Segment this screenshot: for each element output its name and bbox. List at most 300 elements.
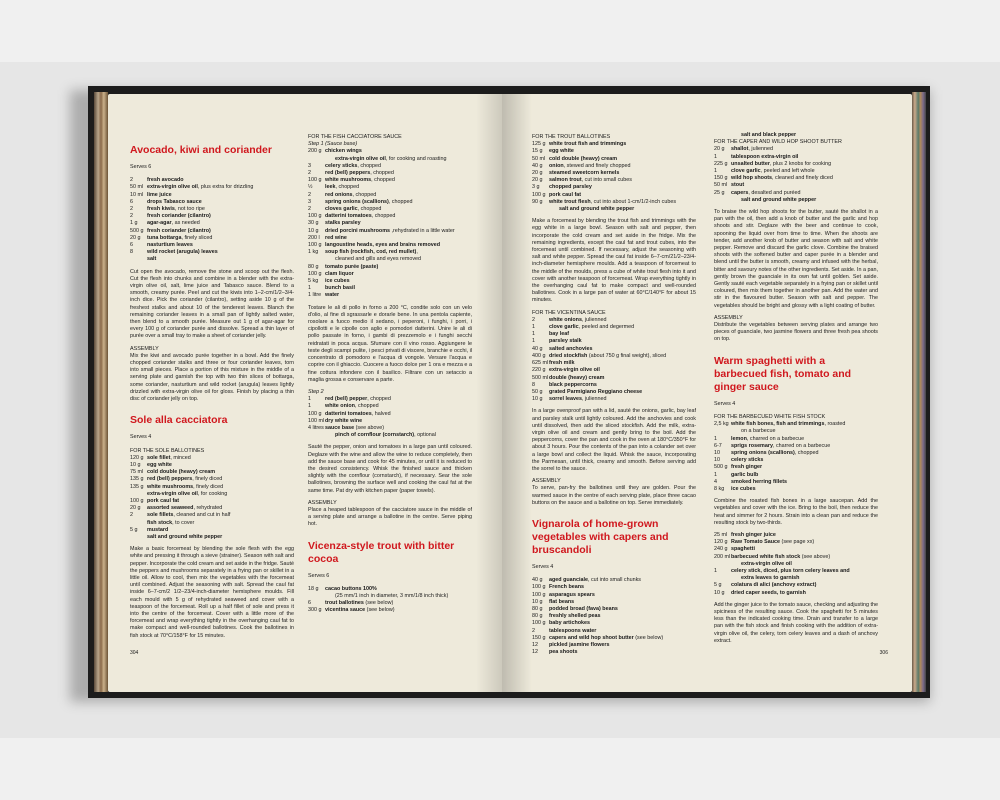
ingredient-quantity: 25 g <box>714 189 725 196</box>
ingredient-quantity: 1 <box>714 435 717 442</box>
ingredients-caper-butter <box>714 146 878 204</box>
ingredient-text: freshly shelled peas <box>549 613 601 620</box>
ingredient-row <box>308 432 472 439</box>
ingredient-quantity: 40 g <box>532 577 543 584</box>
ingredient-quantity: 1 <box>714 471 717 478</box>
ingredient-row <box>532 177 696 184</box>
ingredient-quantity: 100 g <box>308 270 322 277</box>
ingredient-quantity: 20 g <box>532 170 543 177</box>
ingredient-quantity: 50 ml <box>532 155 546 162</box>
section-vicentina-sauce: FOR THE VICENTINA SAUCE <box>532 309 606 316</box>
ingredient-row <box>714 582 878 589</box>
ingredient-quantity: 2 <box>308 206 311 213</box>
ingredient-row <box>714 428 878 435</box>
ingredient-quantity: 18 g <box>308 585 319 592</box>
ingredient-quantity: 5 g <box>714 582 722 589</box>
serves-sole: Serves 4 <box>130 434 152 441</box>
ingredient-row <box>130 220 294 227</box>
ingredient-text: Raw Tomato Sauce (see page xx) <box>731 539 815 546</box>
ingredient-quantity: 10 g <box>130 461 141 468</box>
ingredient-quantity: 50 ml <box>130 184 144 191</box>
serves-spaghetti: Serves 4 <box>714 400 736 407</box>
ingredient-row <box>714 421 878 428</box>
ingredient-quantity: 25 ml <box>714 531 728 538</box>
ingredient-quantity <box>130 520 147 527</box>
ingredient-text: pork caul fat <box>147 497 180 504</box>
ingredient-text: white onions, julienned <box>549 316 607 323</box>
ingredient-quantity: 500 ml <box>532 374 549 381</box>
ingredient-row <box>308 411 472 418</box>
ingredient-row <box>308 586 472 593</box>
ingredient-text: soup fish (rockfish, cod, red mullet), <box>325 249 418 256</box>
ingredient-quantity: 90 g <box>532 198 543 205</box>
ingredient-row <box>308 156 472 163</box>
ingredient-text: mustard <box>147 526 169 533</box>
ingredient-row <box>714 168 878 175</box>
ingredient-quantity: 1 <box>308 285 311 292</box>
ingredient-text: sauce base (see above) <box>325 424 385 431</box>
ingredient-text: cold double (heavy) cream <box>549 155 618 162</box>
ingredient-text: colatura di alici (anchovy extract) <box>731 582 817 589</box>
ingredient-quantity: 5 g <box>130 526 138 533</box>
ingredient-row <box>532 163 696 170</box>
ingredient-row <box>308 292 472 299</box>
serves-vicenza: Serves 6 <box>308 572 330 579</box>
ingredient-row <box>308 418 472 425</box>
ingredient-quantity: 1 <box>308 403 311 410</box>
assembly-sole: Place a heaped tablespoon of the cacciatore sauce in the middle of a serving plate and arrange a ballotine in the centre. Serve piping hot. <box>308 506 472 528</box>
ingredient-text: (25 mm/1 inch in diameter, 3 mm/1/8 inch thick) <box>335 592 449 599</box>
ingredient-quantity: 100 g <box>308 410 322 417</box>
ingredient-quantity: 10 g <box>532 598 543 605</box>
ingredient-text: celery sticks, chopped <box>325 162 382 169</box>
ingredient-quantity: 10 <box>714 457 720 464</box>
ingredient-row <box>714 436 878 443</box>
ingredient-text: tuna bottarga, finely sliced <box>147 234 213 241</box>
ingredient-quantity: 1 g <box>130 220 138 227</box>
ingredient-row <box>308 249 472 256</box>
ingredient-text: salt and ground white pepper <box>741 196 817 203</box>
ingredient-quantity: 100 g <box>308 213 322 220</box>
ingredient-text: celery stick, diced, plus torn celery leaves and <box>731 567 850 574</box>
ingredient-text: shallot, julienned <box>731 146 773 153</box>
ingredient-text: salmon trout, cut into small cubes <box>549 177 632 184</box>
ingredient-text: dried porcini mushrooms ,rehydrated in a little water <box>325 227 455 234</box>
ingredient-text: assorted seaweed, rehydrated <box>147 505 223 512</box>
ingredient-row <box>532 375 696 382</box>
ingredient-text: extra-virgin olive oil, for cooking and roasting <box>335 155 447 162</box>
ingredient-text: double (heavy) cream <box>549 374 605 381</box>
ingredient-text: bay leaf <box>549 331 570 338</box>
ingredient-text: egg white <box>549 148 574 155</box>
ingredient-row <box>532 184 696 191</box>
ingredient-quantity: 135 g <box>130 476 144 483</box>
ingredient-quantity: 12 <box>532 641 538 648</box>
ingredient-text: fresh avocado <box>147 177 184 184</box>
right-page-column-2 <box>714 132 878 650</box>
ingredient-text: sorrel leaves, julienned <box>549 396 607 403</box>
ingredient-text: salted anchovies <box>549 345 593 352</box>
method-trout: Make a forcemeat by blending the trout fish and trimmings with the egg white in a large bowl. Season with salt and pepper, then incorporate the cold cream and set aside in the fridge. Mix the remaining ingredients, except the caul fat and trout cubes, into the forcemeat until combined. If necessary, adjust the seasoning with salt and white pepper. Spread the caul fat inside 6–7-cm/21/2–23/4-inch-diameter hemisphere moulds. Add a teaspoon of forcemeat to the middle of the moulds, press a cube of white trout flesh into it and cover with another teaspoon of forcemeat. Wrap everything tightly in the overhanging caul fat to make compact and well-rounded ballotines. Cook in a large pan of water at 60°C/140°F for about 15 minutes. <box>532 218 696 304</box>
ingredient-row <box>532 606 696 613</box>
recipe-title-avocado: Avocado, kiwi and coriander <box>130 144 272 156</box>
ingredient-quantity: 150 g <box>714 175 728 182</box>
ingredient-quantity: 240 g <box>714 546 728 553</box>
ingredient-quantity: 3 g <box>532 184 540 191</box>
ingredient-quantity: 40 g <box>532 162 543 169</box>
ingredient-quantity: 500 g <box>714 464 728 471</box>
ingredient-quantity <box>130 534 147 541</box>
ingredient-text: steamed sweetcorn kernels <box>549 170 620 177</box>
recipe-title-sole: Sole alla cacciatora <box>130 414 228 427</box>
ingredient-row <box>130 249 294 256</box>
left-page-column-2 <box>308 134 472 615</box>
ingredient-row <box>130 462 294 469</box>
ingredient-quantity: 80 g <box>532 605 543 612</box>
ingredient-row <box>532 649 696 656</box>
ingredients-cacciatore-2 <box>308 396 472 439</box>
ingredient-quantity: 2,5 kg <box>714 421 729 428</box>
ingredient-text: grated Parmigiano Reggiano cheese <box>549 388 643 395</box>
method-cacciatore: Sauté the pepper, onion and tomatoes in a large pan until coloured. Deglaze with the wine and allow the wine to reduce completely, then add the sauce base and cook for 45 minutes, or until it is reduced to the desired consistency. Whisk the finished sauce and thicken slightly with the cornflour (cornstarch), if necessary. Sear the sole ballotines, browning the surface well and cooking the caul fat at the same time. Pat dry with kitchen paper (paper towels). <box>308 444 472 494</box>
ingredient-quantity: 6 <box>130 198 133 205</box>
ingredient-text: fresh ginger juice <box>731 531 776 538</box>
step-1-label: Step 1 (Sauce base) <box>308 141 358 148</box>
ingredient-quantity: 100 g <box>532 191 546 198</box>
ingredient-row <box>532 199 696 206</box>
ingredient-row <box>308 242 472 249</box>
ingredient-quantity: 1 <box>714 153 717 160</box>
ingredient-text: trout ballotines (see below) <box>325 600 394 607</box>
ingredient-text: garlic bulb <box>731 471 759 478</box>
ingredient-text: tomato purée (paste) <box>325 263 379 270</box>
ingredient-text: cleaned and gills and eyes removed <box>335 256 422 263</box>
ingredient-quantity: 500 g <box>130 227 144 234</box>
ingredient-text: ice cubes <box>325 278 350 285</box>
page-number-left: 304 <box>130 650 139 656</box>
ingredient-quantity: 200 ml <box>714 553 731 560</box>
ingredient-row <box>130 505 294 512</box>
ingredient-row <box>714 146 878 153</box>
ingredient-row <box>532 206 696 213</box>
ingredient-text: white mushrooms, finely diced <box>147 483 224 490</box>
ingredient-quantity: 300 g <box>308 607 322 614</box>
ingredient-quantity <box>308 256 325 263</box>
ingredient-row <box>714 443 878 450</box>
ingredient-quantity: 15 g <box>532 148 543 155</box>
ingredient-text: red (bell) pepper, chopped <box>325 396 391 403</box>
ingredient-row <box>532 628 696 635</box>
ingredient-quantity: 100 g <box>308 242 322 249</box>
ingredient-quantity: 100 g <box>532 584 546 591</box>
ingredient-quantity: 3 <box>308 162 311 169</box>
ingredient-text: ice cubes <box>731 485 756 492</box>
ingredient-row <box>532 613 696 620</box>
ingredient-quantity: 20 g <box>130 505 141 512</box>
ingredient-row <box>714 161 878 168</box>
assembly-label-vicenza: ASSEMBLY <box>532 478 561 485</box>
ingredient-row <box>308 235 472 242</box>
right-page <box>502 94 912 692</box>
ingredient-quantity: 125 g <box>532 141 546 148</box>
ingredient-row <box>532 592 696 599</box>
ingredient-text: dry white wine <box>325 417 363 424</box>
ingredient-text: wild rocket (arugula) leaves <box>147 249 218 256</box>
ingredient-quantity <box>532 206 549 213</box>
ingredient-text: clove garlic, peeled and degermed <box>549 324 635 331</box>
ingredient-text: extra-virgin olive oil, plus extra for drizzling <box>147 184 254 191</box>
ingredient-row <box>714 479 878 486</box>
ingredient-quantity: 2 <box>532 627 535 634</box>
ingredient-quantity: 6 <box>308 600 311 607</box>
ingredient-text: vicentina sauce (see below) <box>325 607 395 614</box>
ingredient-row <box>130 192 294 199</box>
ingredient-quantity <box>308 432 325 439</box>
ingredient-text: sprigs rosemary, charred on a barbecue <box>731 442 831 449</box>
ingredient-row <box>308 403 472 410</box>
ingredient-quantity: 100 ml <box>308 417 325 424</box>
method-vignarola: To braise the wild hop shoots for the butter, sauté the shallot in a pan with the oil, then add a knob of butter and the garlic and hop shoots and stir. Deglaze with the beer and continue to cook, spooning the liquid over from time to time. When the shoots are tender, add another knob of butter and season with salt and white pepper. Remove and discard the garlic clove. Combine the braised shoots with the softened butter and caper purée in a blender and blend until the butter is smooth, creamy and infused with the herbal, bitter and savoury notes of the other ingredients. Set aside. In a pan, gently brown the guanciale in its own fat until golden. Set aside. Gently sauté each vegetable separately in a frying pan or skillet until coloured, then mix them together in another pan. Add the water and stir in the flavoured butter. Season with salt and pepper. The vegetables should be bright and glossy with a light coating of butter. <box>714 209 878 309</box>
ingredient-text: nasturtium leaves <box>147 242 193 249</box>
section-trout-ballotines: FOR THE TROUT BALLOTINES <box>532 134 611 140</box>
ingredient-row <box>308 220 472 227</box>
ingredient-row <box>532 599 696 606</box>
ingredient-row <box>532 360 696 367</box>
ingredient-quantity: 1 <box>308 396 311 403</box>
assembly-vignarola: Distribute the vegetables between serving plates and arrange two pieces of guanciale, two jasmine flowers and three fresh pea shoots on top. <box>714 322 878 343</box>
ingredient-row <box>130 484 294 491</box>
ingredients-cacciatore-1 <box>308 148 472 299</box>
ingredients-fish-stock <box>714 421 878 493</box>
ingredient-row <box>308 206 472 213</box>
ingredient-text: tablespoons water <box>549 627 597 634</box>
ingredient-text: cacao buttons 100% <box>325 585 377 592</box>
ingredient-text: aged guanciale, cut into small chunks <box>549 577 641 584</box>
method-cacciatore-italian: Tostare le ali di pollo in forno a 200 °C, condite solo con un velo d'olio, al fine di sgrassarle e dorarle bene. In una pentola capiente, rosolare a fuoco medio il sedano, i peperoni, i funghi, i porri, i cipollotti e le cipolle con aglio e pomodori datterini. Unire le ali di pollo passate in forno, i gambi di prezzemolo e i funghi secchi reidratati in poca acqua. Sfumare con il vino rosso. Aggiungere le teste degli scampi pulite, i pesci privati di viscere, branchie e occhi, il concentrato di pomodoro e l'acqua di vongole. Versare l'acqua e coprire con il ghiaccio. Cuocere a fuoco dolce per 1 ora e mezza e a fine cottura infondere con il basilico. Filtrare con un setaccio a maglia grossa e conservare a parte. <box>308 304 472 383</box>
ingredient-row <box>532 170 696 177</box>
ingredient-text: salt and ground white pepper <box>559 206 635 213</box>
ingredient-text: sole fillets, cleaned and cut in half <box>147 512 231 519</box>
ingredient-row <box>532 141 696 148</box>
ingredient-text: baby artichokes <box>549 620 591 627</box>
page-edge-right <box>912 92 926 692</box>
ingredient-row <box>130 476 294 483</box>
ingredient-text: capers, desalted and puréed <box>731 189 801 196</box>
ingredient-text: pork caul fat <box>549 191 582 198</box>
ingredient-row <box>532 635 696 642</box>
ingredient-row <box>714 539 878 546</box>
ingredient-row <box>130 228 294 235</box>
assembly-label-vignarola: ASSEMBLY <box>714 314 743 321</box>
ingredient-text: datterini tomatoes, chopped <box>325 213 396 220</box>
ingredients-spaghetti <box>714 532 878 597</box>
ingredient-quantity: 40 g <box>532 345 543 352</box>
method-sole: Make a basic forcemeat by blending the sole flesh with the egg white and pressing it through a sieve (strainer). Season with salt and pepper. Incorporate the cold cream and set aside in the fridge. Sauté the peppers and mushrooms separately in a frying pan or skillet in a little oil. Allow to cool, then mix the vegetables with the forcemeat until combined. Adjust the seasoning with salt. Spread the caul fat inside 6–7-cm/2 1/2–23/4-inch-diameter hemisphere moulds. Fill each mould with 5 g of rehydrated seaweed and cover with a teaspoon of the forcemeat. Roll up a half fillet of sole and press it into the centre of the forcemeat. Cover with a little more of the forcemeat and wrap everything tightly in the overhanging caul fat to make compact and well-rounded ballotines. Cook the ballotines in fish stock at 70°C/158°F for 15 minutes. <box>130 546 294 639</box>
ingredient-text: red wine <box>325 234 347 241</box>
assembly-avocado: Mix the kiwi and avocado purée together in a bowl. Add the finely chopped coriander stalks and three or four coriander leaves, torn into small pieces. Place a portion of this mixture in the middle of a serving plate and garnish the top with two thin slices of bottarga, some coriander, nasturtium and wild rocket (arugula) leaves lightly drizzled with extra-virgin olive oil for gloss. Finish by placing a thin disc of coriander jelly on top. <box>130 352 294 403</box>
ingredient-text: extra-virgin olive oil, for cooking <box>147 490 228 497</box>
ingredient-text: fresh milk <box>549 360 575 367</box>
ingredient-quantity: 100 g <box>308 177 322 184</box>
ingredient-quantity <box>714 132 731 139</box>
ingredient-quantity: 1 kg <box>308 249 319 256</box>
ingredient-text: chicken wings <box>325 148 362 155</box>
ingredient-quantity: 2 <box>532 316 535 323</box>
ingredient-row <box>130 491 294 498</box>
ingredient-text: fresh kiwis, not too ripe <box>147 206 205 213</box>
ingredient-row <box>308 607 472 614</box>
ingredient-quantity: 1 <box>714 168 717 175</box>
ingredient-row <box>130 498 294 505</box>
ingredient-quantity: 220 g <box>532 367 546 374</box>
ingredient-text: white trout fish and trimmings <box>549 141 627 148</box>
ingredient-text: bunch basil <box>325 285 355 292</box>
ingredient-row <box>308 184 472 191</box>
ingredients-trout <box>532 141 696 213</box>
ingredient-text: extra leaves to garnish <box>741 575 800 582</box>
ingredient-text: smoked herring fillets <box>731 478 788 485</box>
ingredient-quantity: 75 ml <box>130 469 144 476</box>
ingredient-text: pinch of cornflour (cornstarch), optional <box>335 432 436 439</box>
ingredient-quantity: 8 kg <box>714 485 725 492</box>
ingredient-quantity <box>714 428 731 435</box>
ingredient-quantity: 2 <box>308 191 311 198</box>
ingredient-row <box>308 264 472 271</box>
ingredient-row <box>130 534 294 541</box>
ingredient-text: lime juice <box>147 191 172 198</box>
ingredient-quantity: 200 g <box>308 148 322 155</box>
ingredient-text: spaghetti <box>731 546 755 553</box>
ingredient-text: datterini tomatoes, halved <box>325 410 391 417</box>
ingredient-text: black peppercorns <box>549 381 597 388</box>
ingredient-quantity: 225 g <box>714 160 728 167</box>
ingredient-quantity: 2 <box>130 512 133 519</box>
ingredient-quantity: 100 g <box>532 591 546 598</box>
ingredient-text: extra-virgin olive oil <box>549 367 600 374</box>
assembly-label-avocado: ASSEMBLY <box>130 345 159 352</box>
ingredient-row <box>532 577 696 584</box>
ingredient-row <box>532 396 696 403</box>
ingredient-row <box>130 235 294 242</box>
ingredient-row <box>714 464 878 471</box>
ingredient-quantity: 10 g <box>308 227 319 234</box>
ingredient-row <box>714 197 878 204</box>
ingredient-row <box>308 425 472 432</box>
ingredient-quantity: 2 <box>130 206 133 213</box>
gutter-shadow-left <box>476 94 502 692</box>
ingredient-row <box>532 192 696 199</box>
ingredient-row <box>308 256 472 263</box>
ingredient-row <box>532 346 696 353</box>
ingredient-text: leek, chopped <box>325 184 360 191</box>
left-page <box>108 94 502 692</box>
ingredient-row <box>714 182 878 189</box>
ingredient-text: podded broad (fava) beans <box>549 605 618 612</box>
ingredient-text: white mushrooms, chopped <box>325 177 395 184</box>
ingredient-row <box>714 546 878 553</box>
serves-avocado: Serves 6 <box>130 164 152 170</box>
ingredient-quantity: 20 g <box>130 234 141 241</box>
ingredient-row <box>532 353 696 360</box>
ingredient-text: celery sticks <box>731 457 764 464</box>
ingredient-quantity: 8 <box>130 249 133 256</box>
ingredient-quantity: 5 kg <box>308 278 319 285</box>
ingredient-text: stout <box>731 182 745 189</box>
ingredient-quantity: 20 g <box>714 146 725 153</box>
ingredient-row <box>130 206 294 213</box>
ingredients-vicentina <box>532 317 696 403</box>
recipe-title-spaghetti: Warm spaghetti with a barbecued fish, tomato and ginger sauce <box>714 354 852 393</box>
ingredient-row <box>714 154 878 161</box>
ingredient-row <box>532 620 696 627</box>
ingredient-quantity: 2 <box>130 177 133 184</box>
ingredient-row <box>308 278 472 285</box>
section-caper-butter: FOR THE CAPER AND WILD HOP SHOOT BUTTER <box>714 139 842 146</box>
ingredient-quantity: 6-7 <box>714 442 722 449</box>
ingredient-quantity: 1 <box>532 338 535 345</box>
ingredient-row <box>308 148 472 155</box>
ingredient-quantity: 120 g <box>130 454 144 461</box>
ingredient-row <box>714 590 878 597</box>
ingredient-text: salt and ground white pepper <box>147 533 223 540</box>
recipe-title-vicenza: Vicenza-style trout with bitter cocoa <box>308 539 455 565</box>
method-fish-stock: Combine the roasted fish bones in a large saucepan. Add the vegetables and cover with the ice. Bring to the boil, then reduce the heat and simmer for 2 hours. Strain into a clean pan and reduce the resulting stock by two-thirds. <box>714 498 878 526</box>
ingredient-row <box>714 568 878 575</box>
ingredient-text: parsley stalk <box>549 338 582 345</box>
ingredient-text: red (bell) peppers, finely diced <box>147 476 223 483</box>
ingredient-quantity: 10 <box>714 449 720 456</box>
ingredient-text: wild hop shoots, cleaned and finely diced <box>731 175 833 182</box>
ingredient-row <box>130 242 294 249</box>
ingredient-text: white fish bones, fish and trimmings, roasted <box>731 421 846 428</box>
ingredient-row <box>532 317 696 324</box>
ingredient-row <box>130 527 294 534</box>
ingredient-quantity: 100 g <box>532 620 546 627</box>
ingredient-row <box>714 175 878 182</box>
ingredient-row <box>130 213 294 220</box>
ingredient-text: pea shoots <box>549 649 578 656</box>
ingredient-text: chopped parsley <box>549 184 592 191</box>
ingredient-text: clam liquor <box>325 270 354 277</box>
ingredient-text: drops Tabasco sauce <box>147 198 202 205</box>
ingredient-quantity: 4 <box>714 478 717 485</box>
ingredient-text: water <box>325 292 340 299</box>
ingredient-text: tablespoon extra-virgin oil <box>731 153 799 160</box>
ingredient-quantity: 10 g <box>532 396 543 403</box>
ingredient-quantity: 80 g <box>532 613 543 620</box>
ingredient-quantity: 135 g <box>130 483 144 490</box>
ingredient-row <box>308 228 472 235</box>
ingredient-text: egg white <box>147 461 172 468</box>
ingredient-row <box>714 190 878 197</box>
ingredient-quantity: 50 g <box>532 388 543 395</box>
ingredient-row <box>532 584 696 591</box>
ingredient-quantity <box>130 256 147 263</box>
ingredient-row <box>308 271 472 278</box>
ingredient-row <box>130 455 294 462</box>
ingredient-quantity: 10 g <box>714 589 725 596</box>
ingredients-vicenza <box>308 586 472 615</box>
ingredient-row <box>714 486 878 493</box>
ingredient-text: white trout flesh, cut into about 1-cm/1/2-inch cubes <box>549 198 677 205</box>
ingredient-text: on a barbecue <box>741 428 776 435</box>
ingredient-row <box>308 396 472 403</box>
ingredient-row <box>714 457 878 464</box>
ingredient-quantity: 1 <box>714 567 717 574</box>
ingredient-quantity: 120 g <box>714 539 728 546</box>
ingredient-row <box>130 512 294 519</box>
ingredient-row <box>308 199 472 206</box>
